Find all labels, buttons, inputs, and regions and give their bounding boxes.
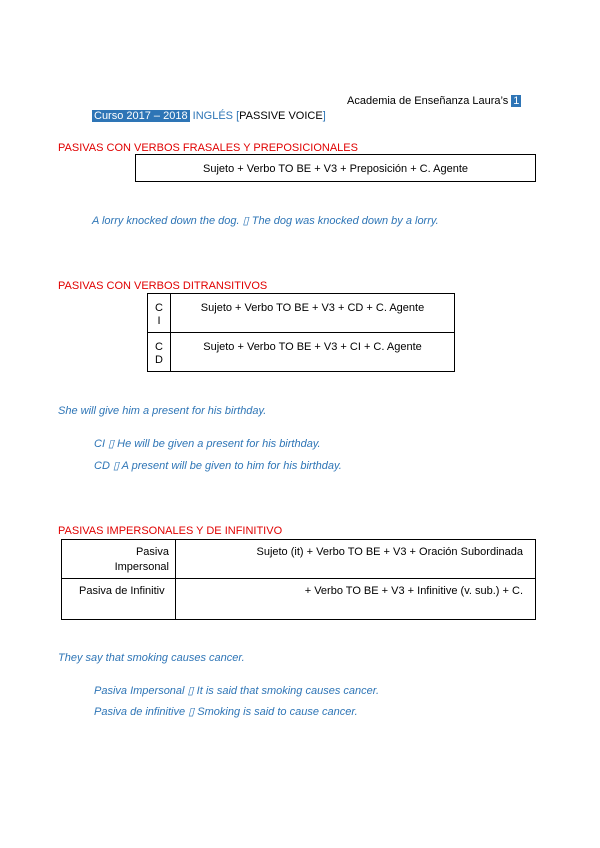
example-ditransitive: She will give him a present for his birthday. bbox=[58, 405, 267, 417]
row-formula-impersonal: Sujeto (it) + Verbo TO BE + V3 + Oración Subordinada bbox=[176, 540, 536, 579]
section-title-impersonal: PASIVAS IMPERSONALES Y DE INFINITIVO bbox=[58, 525, 283, 537]
table-row bbox=[148, 294, 455, 333]
formula-box-phrasal: Sujeto + Verbo TO BE + V3 + Preposición + C. Agente bbox=[135, 154, 536, 182]
label-line: Impersonal bbox=[114, 561, 169, 573]
sub-example-impersonal: Pasiva Impersonal ▯ It is said that smoking causes cancer. bbox=[94, 685, 380, 697]
topic-label: PASSIVE VOICE bbox=[239, 110, 323, 122]
row-label-cd bbox=[148, 333, 171, 372]
label-line: Pasiva de Infinitiv bbox=[79, 585, 165, 597]
section-title-phrasal: PASIVAS CON VERBOS FRASALES Y PREPOSICIONALES bbox=[58, 142, 358, 154]
row-formula-infinitive: + Verbo TO BE + V3 + Infinitive (v. sub.) + C. bbox=[176, 579, 536, 620]
row-formula-ci: Sujeto + Verbo TO BE + V3 + CD + C. Agente bbox=[171, 294, 455, 333]
sub-example-infinitive: Pasiva de infinitive ▯ Smoking is said to cause cancer. bbox=[94, 706, 358, 718]
ditransitive-table bbox=[147, 293, 455, 372]
topic-bracket-open: [ bbox=[236, 110, 240, 122]
table-row bbox=[62, 540, 536, 579]
table-row bbox=[62, 579, 536, 620]
row-label-impersonal bbox=[62, 540, 176, 579]
label-line: C bbox=[155, 341, 163, 353]
sub-example-ci: CI ▯ He will be given a present for his birthday. bbox=[94, 438, 321, 450]
course-year: Curso 2017 – 2018 bbox=[94, 110, 188, 122]
example-impersonal: They say that smoking causes cancer. bbox=[58, 652, 245, 664]
example-phrasal: A lorry knocked down the dog. ▯ The dog was knocked down by a lorry. bbox=[92, 215, 439, 227]
subject-label: INGLÉS bbox=[192, 110, 233, 122]
organization-name: Academia de Enseñanza Laura’s bbox=[347, 95, 509, 107]
label-line: I bbox=[157, 315, 161, 327]
row-label-infinitive bbox=[62, 579, 176, 620]
impersonal-table bbox=[61, 539, 536, 620]
header-course-line bbox=[92, 110, 326, 122]
row-label-ci bbox=[148, 294, 171, 333]
row-formula-cd: Sujeto + Verbo TO BE + V3 + CI + C. Agente bbox=[171, 333, 455, 372]
page-number: 1 bbox=[513, 95, 520, 107]
label-line: C bbox=[155, 302, 163, 314]
sub-example-cd: CD ▯ A present will be given to him for his birthday. bbox=[94, 460, 342, 472]
header-organization bbox=[347, 95, 521, 107]
table-row bbox=[148, 333, 455, 372]
section-title-ditransitive: PASIVAS CON VERBOS DITRANSITIVOS bbox=[58, 280, 268, 292]
label-line: D bbox=[155, 354, 163, 366]
label-line: Pasiva bbox=[135, 546, 169, 558]
topic-bracket-close: ] bbox=[322, 110, 326, 122]
